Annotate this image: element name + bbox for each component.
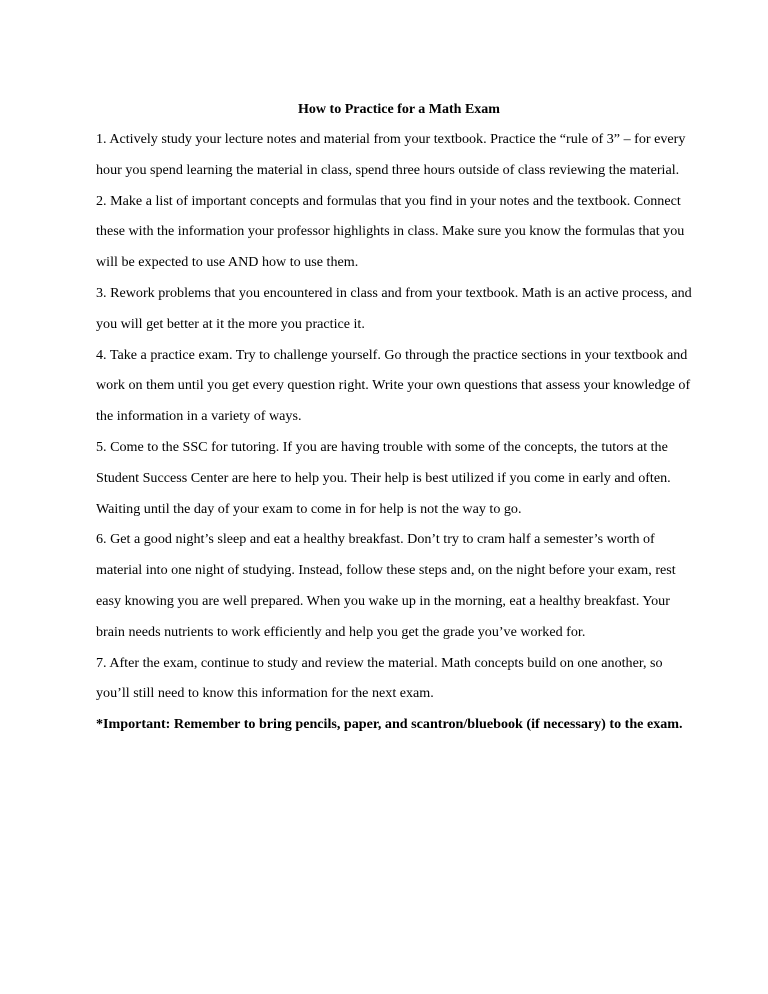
tip-item-2: 2. Make a list of important concepts and formulas that you find in your notes and the textbook. Connect these with the information your professor highlights in class. Make sure you know the formulas that you will be expected to use AND how to use them. <box>96 192 685 271</box>
tip-item-3: 3. Rework problems that you encountered in class and from your textbook. Math is an active process, and you will get better at it the more you practice it. <box>96 284 692 332</box>
document-body <box>96 95 696 740</box>
tip-item-5: 5. Come to the SSC for tutoring. If you are having trouble with some of the concepts, the tutors at the Student Success Center are here to help you. Their help is best utilized if you come in early and often. Waiting until the day of your exam to come in for help is not the way to go. <box>96 438 671 517</box>
tip-item-6: 6. Get a good night’s sleep and eat a healthy breakfast. Don’t try to cram half a semester’s worth of material into one night of studying. Instead, follow these steps and, on the night before your exam, rest easy knowing you are well prepared. When you wake up in the morning, eat a healthy breakfast. Your brain needs nutrients to work efficiently and help you get the grade you’ve worked for. <box>96 531 676 640</box>
document-title: How to Practice for a Math Exam <box>298 102 500 117</box>
tip-item-4: 4. Take a practice exam. Try to challenge yourself. Go through the practice sections in your textbook and work on them until you get every question right. Write your own questions that assess your knowledge of the information in a variety of ways. <box>96 346 691 425</box>
tip-item-7: 7. After the exam, continue to study and review the material. Math concepts build on one another, so you’ll still need to know this information for the next exam. <box>96 654 663 702</box>
tip-item-1: 1. Actively study your lecture notes and material from your textbook. Practice the “rule of 3” – for every hour you spend learning the material in class, spend three hours outside of class reviewing the material. <box>96 131 686 178</box>
important-note: *Important: Remember to bring pencils, paper, and scantron/bluebook (if necessary) to the exam. <box>96 716 683 733</box>
